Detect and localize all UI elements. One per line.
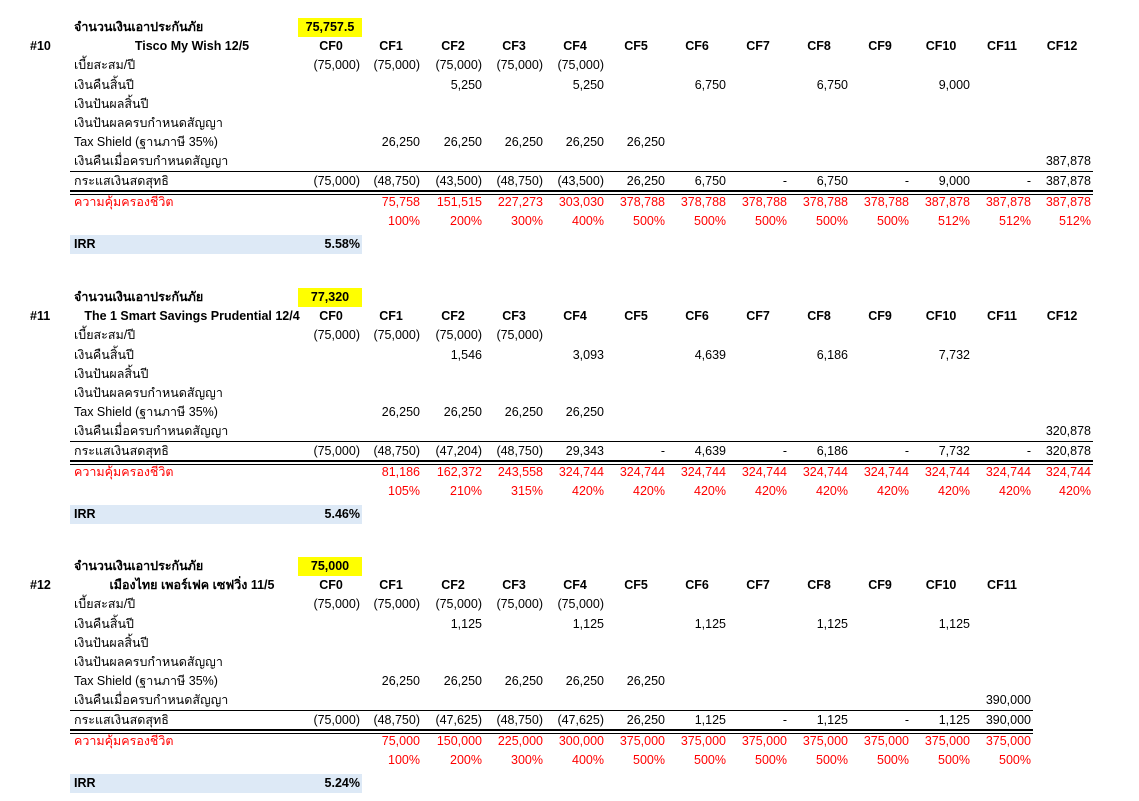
table-cell: 400% (572, 214, 604, 228)
table-cell: - (904, 443, 909, 458)
table-cell: 500% (877, 214, 909, 228)
net-cash-flow-row-label: กระแสเงินสดสุทธิ (74, 173, 169, 188)
column-header: CF8 (807, 39, 831, 54)
table-cell: 378,788 (619, 194, 665, 209)
table-cell: 500% (999, 753, 1031, 767)
table-cell: 105% (388, 484, 420, 498)
table-cell: 400% (572, 753, 604, 767)
irr-label: IRR (74, 776, 96, 791)
table-cell: 5,250 (572, 77, 604, 92)
column-header: CF8 (807, 578, 831, 593)
table-cell: 420% (694, 484, 726, 498)
table-cell: (75,000) (435, 328, 482, 343)
table-cell: 500% (755, 753, 787, 767)
table-cell: 26,250 (504, 405, 543, 420)
table-cell: 375,000 (985, 733, 1031, 748)
dividend-row-label: เงินปันผลสิ้นปี (74, 96, 149, 111)
sum-insured-label: จำนวนเงินเอาประกันภัย (74, 20, 204, 34)
table-cell: 500% (816, 214, 848, 228)
column-header: CF11 (987, 578, 1017, 593)
irr-value: 5.46% (324, 507, 360, 522)
table-cell: 26,250 (626, 674, 665, 689)
table-cell: (47,204) (435, 443, 482, 458)
maturity-dividend-row-label: เงินปันผลครบกำหนดสัญญา (74, 655, 223, 669)
table-cell: 225,000 (497, 733, 543, 748)
life-coverage-row-label: ความคุ้มครองชีวิต (74, 464, 174, 479)
table-cell: 75,758 (381, 194, 420, 209)
table-cell: 375,000 (680, 733, 726, 748)
table-cell: 4,639 (694, 347, 726, 362)
plan-number: #12 (30, 578, 51, 593)
plan-name: เมืองไทย เพอร์เฟค เซฟวิ่ง 11/5 (109, 578, 275, 593)
column-header: CF7 (746, 309, 770, 324)
table-cell: 500% (633, 214, 665, 228)
table-cell: 420% (1059, 484, 1091, 498)
table-cell: (48,750) (373, 712, 420, 727)
table-cell: 1,125 (938, 712, 970, 727)
column-header: CF7 (746, 578, 770, 593)
tax-shield-row-label: Tax Shield (ฐานภาษี 35%) (74, 135, 218, 150)
table-cell: 420% (572, 484, 604, 498)
table-cell: 1,125 (816, 616, 848, 631)
table-cell: 324,744 (558, 464, 604, 479)
column-header: CF8 (807, 309, 831, 324)
table-cell: 9,000 (938, 77, 970, 92)
table-cell: 315% (511, 484, 543, 498)
table-cell: 378,788 (863, 194, 909, 209)
net-cash-flow-row-label: กระแสเงินสดสุทธิ (74, 443, 169, 458)
tax-shield-row-label: Tax Shield (ฐานภาษี 35%) (74, 674, 218, 689)
maturity-refund-row-label: เงินคืนเมื่อครบกำหนดสัญญา (74, 154, 229, 169)
table-cell: 420% (816, 484, 848, 498)
table-cell: 324,744 (1045, 464, 1091, 479)
table-cell: 324,744 (985, 464, 1031, 479)
table-cell: - (782, 712, 787, 727)
table-cell: 26,250 (381, 674, 420, 689)
table-cell: 26,250 (626, 135, 665, 150)
table-cell: (48,750) (373, 443, 420, 458)
plan-number: #11 (30, 309, 51, 324)
table-cell: - (660, 443, 665, 458)
sum-insured-value: 75,757.5 (298, 18, 362, 37)
table-cell: (75,000) (313, 328, 360, 343)
column-header: CF3 (502, 39, 526, 54)
table-cell: 75,000 (381, 733, 420, 748)
table-cell: 500% (694, 753, 726, 767)
table-cell: 100% (388, 753, 420, 767)
table-cell: 26,250 (443, 135, 482, 150)
table-cell: (75,000) (435, 58, 482, 73)
table-cell: 6,750 (816, 173, 848, 188)
column-header: CF6 (685, 39, 709, 54)
table-cell: 6,750 (816, 77, 848, 92)
column-header: CF10 (925, 309, 957, 324)
table-cell: 26,250 (565, 674, 604, 689)
table-cell: 200% (450, 214, 482, 228)
table-cell: 387,878 (1045, 154, 1091, 169)
irr-value: 5.58% (324, 237, 360, 252)
column-header: CF2 (441, 309, 465, 324)
dividend-row-label: เงินปันผลสิ้นปี (74, 635, 149, 650)
maturity-dividend-row-label: เงินปันผลครบกำหนดสัญญา (74, 386, 223, 400)
table-cell: (75,000) (373, 597, 420, 612)
table-cell: 420% (877, 484, 909, 498)
table-cell: 26,250 (443, 405, 482, 420)
table-cell: 420% (938, 484, 970, 498)
double-divider (70, 460, 1093, 465)
sum-insured-label: จำนวนเงินเอาประกันภัย (74, 290, 204, 304)
column-header: CF5 (624, 578, 648, 593)
column-header: CF4 (563, 578, 587, 593)
table-cell: 324,744 (863, 464, 909, 479)
table-cell: (75,000) (313, 58, 360, 73)
column-header: CF3 (502, 578, 526, 593)
table-cell: 1,125 (938, 616, 970, 631)
table-cell: (75,000) (435, 597, 482, 612)
table-cell: (48,750) (496, 712, 543, 727)
table-cell: (47,625) (435, 712, 482, 727)
table-cell: 420% (755, 484, 787, 498)
tax-shield-row-label: Tax Shield (ฐานภาษี 35%) (74, 405, 218, 420)
table-cell: (75,000) (313, 712, 360, 727)
table-cell: 500% (633, 753, 665, 767)
table-cell: 3,093 (572, 347, 604, 362)
table-cell: 500% (938, 753, 970, 767)
sum-insured-label: จำนวนเงินเอาประกันภัย (74, 559, 204, 573)
column-header: CF4 (563, 39, 587, 54)
life-coverage-row-label: ความคุ้มครองชีวิต (74, 194, 174, 209)
table-cell: (48,750) (496, 443, 543, 458)
column-header: CF10 (925, 39, 957, 54)
column-header: CF2 (441, 578, 465, 593)
column-header: CF12 (1046, 309, 1078, 324)
table-cell: 162,372 (436, 464, 482, 479)
table-cell: 420% (999, 484, 1031, 498)
table-cell: 512% (1059, 214, 1091, 228)
table-cell: (75,000) (313, 597, 360, 612)
table-cell: 324,744 (924, 464, 970, 479)
table-cell: 375,000 (863, 733, 909, 748)
table-cell: (75,000) (313, 173, 360, 188)
table-cell: 420% (633, 484, 665, 498)
premium-row-label: เบี้ยสะสม/ปี (74, 328, 136, 343)
column-header: CF0 (319, 578, 343, 593)
table-cell: 26,250 (565, 135, 604, 150)
table-cell: (75,000) (557, 58, 604, 73)
table-cell: 1,125 (694, 712, 726, 727)
table-cell: 320,878 (1045, 424, 1091, 439)
table-cell: (43,500) (557, 173, 604, 188)
net-cash-flow-row-label: กระแสเงินสดสุทธิ (74, 712, 169, 727)
sum-insured-value: 75,000 (298, 557, 362, 576)
plan-name: The 1 Smart Savings Prudential 12/4 (84, 309, 300, 324)
plan-block (0, 288, 1139, 522)
divider (70, 171, 1093, 172)
table-cell: 6,750 (694, 77, 726, 92)
column-header: CF5 (624, 309, 648, 324)
table-cell: (75,000) (496, 597, 543, 612)
table-cell: - (1026, 443, 1031, 458)
table-cell: (75,000) (373, 328, 420, 343)
table-cell: 390,000 (985, 712, 1031, 727)
column-header: CF4 (563, 309, 587, 324)
table-cell: 324,744 (619, 464, 665, 479)
column-header: CF7 (746, 39, 770, 54)
table-cell: (43,500) (435, 173, 482, 188)
column-header: CF10 (925, 578, 957, 593)
table-cell: 500% (816, 753, 848, 767)
table-cell: 100% (388, 214, 420, 228)
plan-block (0, 18, 1139, 252)
column-header: CF9 (868, 578, 892, 593)
dividend-row-label: เงินปันผลสิ้นปี (74, 366, 149, 381)
table-cell: 500% (755, 214, 787, 228)
table-cell: 387,878 (985, 194, 1031, 209)
table-cell: 26,250 (626, 712, 665, 727)
table-cell: 81,186 (381, 464, 420, 479)
maturity-refund-row-label: เงินคืนเมื่อครบกำหนดสัญญา (74, 693, 229, 708)
table-cell: (75,000) (373, 58, 420, 73)
column-header: CF9 (868, 309, 892, 324)
table-cell: 200% (450, 753, 482, 767)
table-cell: 378,788 (741, 194, 787, 209)
table-cell: 324,744 (680, 464, 726, 479)
column-header: CF3 (502, 309, 526, 324)
table-cell: 375,000 (802, 733, 848, 748)
column-header: CF2 (441, 39, 465, 54)
table-cell: 7,732 (938, 347, 970, 362)
plan-block (0, 557, 1139, 791)
life-coverage-row-label: ความคุ้มครองชีวิต (74, 733, 174, 748)
table-cell: 1,546 (450, 347, 482, 362)
table-cell: (75,000) (496, 328, 543, 343)
table-cell: 375,000 (619, 733, 665, 748)
column-header: CF9 (868, 39, 892, 54)
table-cell: 500% (694, 214, 726, 228)
table-cell: 375,000 (924, 733, 970, 748)
table-cell: (48,750) (496, 173, 543, 188)
table-cell: (75,000) (496, 58, 543, 73)
table-cell: 150,000 (436, 733, 482, 748)
table-cell: 1,125 (816, 712, 848, 727)
table-cell: 378,788 (680, 194, 726, 209)
table-cell: 4,639 (694, 443, 726, 458)
column-header: CF6 (685, 578, 709, 593)
table-cell: - (782, 443, 787, 458)
table-cell: 390,000 (985, 693, 1031, 708)
table-cell: (47,625) (557, 712, 604, 727)
table-cell: 7,732 (938, 443, 970, 458)
table-cell: 512% (999, 214, 1031, 228)
table-cell: 6,750 (694, 173, 726, 188)
table-cell: 26,250 (626, 173, 665, 188)
table-cell: 1,125 (694, 616, 726, 631)
table-cell: 324,744 (802, 464, 848, 479)
table-cell: 387,878 (1045, 194, 1091, 209)
column-header: CF6 (685, 309, 709, 324)
table-cell: 378,788 (802, 194, 848, 209)
table-cell: 303,030 (558, 194, 604, 209)
plan-number: #10 (30, 39, 51, 54)
column-header: CF0 (319, 39, 343, 54)
column-header: CF1 (379, 39, 403, 54)
table-cell: (48,750) (373, 173, 420, 188)
table-cell: 300% (511, 753, 543, 767)
divider (70, 441, 1093, 442)
sum-insured-value: 77,320 (298, 288, 362, 307)
table-cell: 227,273 (497, 194, 543, 209)
table-cell: - (904, 173, 909, 188)
table-cell: 26,250 (381, 405, 420, 420)
maturity-refund-row-label: เงินคืนเมื่อครบกำหนดสัญญา (74, 424, 229, 439)
premium-row-label: เบี้ยสะสม/ปี (74, 597, 136, 612)
table-cell: - (1026, 173, 1031, 188)
table-cell: 387,878 (1045, 173, 1091, 188)
column-header: CF1 (379, 309, 403, 324)
double-divider (70, 729, 1033, 734)
column-header: CF1 (379, 578, 403, 593)
table-cell: 320,878 (1045, 443, 1091, 458)
table-cell: 375,000 (741, 733, 787, 748)
refund-row-label: เงินคืนสิ้นปี (74, 347, 134, 362)
irr-label: IRR (74, 237, 96, 252)
table-cell: 512% (938, 214, 970, 228)
irr-label: IRR (74, 507, 96, 522)
table-cell: 151,515 (436, 194, 482, 209)
refund-row-label: เงินคืนสิ้นปี (74, 616, 134, 631)
table-cell: 26,250 (504, 674, 543, 689)
table-cell: 26,250 (565, 405, 604, 420)
table-cell: 1,125 (450, 616, 482, 631)
table-cell: 6,186 (816, 347, 848, 362)
table-cell: 300,000 (558, 733, 604, 748)
table-cell: 500% (877, 753, 909, 767)
table-cell: 324,744 (741, 464, 787, 479)
table-cell: 26,250 (381, 135, 420, 150)
divider (70, 710, 1033, 711)
irr-value: 5.24% (324, 776, 360, 791)
table-cell: - (782, 173, 787, 188)
table-cell: 300% (511, 214, 543, 228)
column-header: CF5 (624, 39, 648, 54)
table-cell: 29,343 (565, 443, 604, 458)
table-cell: (75,000) (557, 597, 604, 612)
column-header: CF12 (1046, 39, 1078, 54)
table-cell: 210% (450, 484, 482, 498)
column-header: CF11 (987, 39, 1017, 54)
table-cell: 26,250 (443, 674, 482, 689)
refund-row-label: เงินคืนสิ้นปี (74, 77, 134, 92)
table-cell: - (904, 712, 909, 727)
column-header: CF0 (319, 309, 343, 324)
table-cell: 6,186 (816, 443, 848, 458)
table-cell: 9,000 (938, 173, 970, 188)
premium-row-label: เบี้ยสะสม/ปี (74, 58, 136, 73)
maturity-dividend-row-label: เงินปันผลครบกำหนดสัญญา (74, 116, 223, 130)
table-cell: (75,000) (313, 443, 360, 458)
plan-name: Tisco My Wish 12/5 (134, 39, 250, 54)
table-cell: 387,878 (924, 194, 970, 209)
table-cell: 1,125 (572, 616, 604, 631)
column-header: CF11 (987, 309, 1017, 324)
table-cell: 243,558 (497, 464, 543, 479)
table-cell: 5,250 (450, 77, 482, 92)
table-cell: 26,250 (504, 135, 543, 150)
double-divider (70, 190, 1093, 195)
